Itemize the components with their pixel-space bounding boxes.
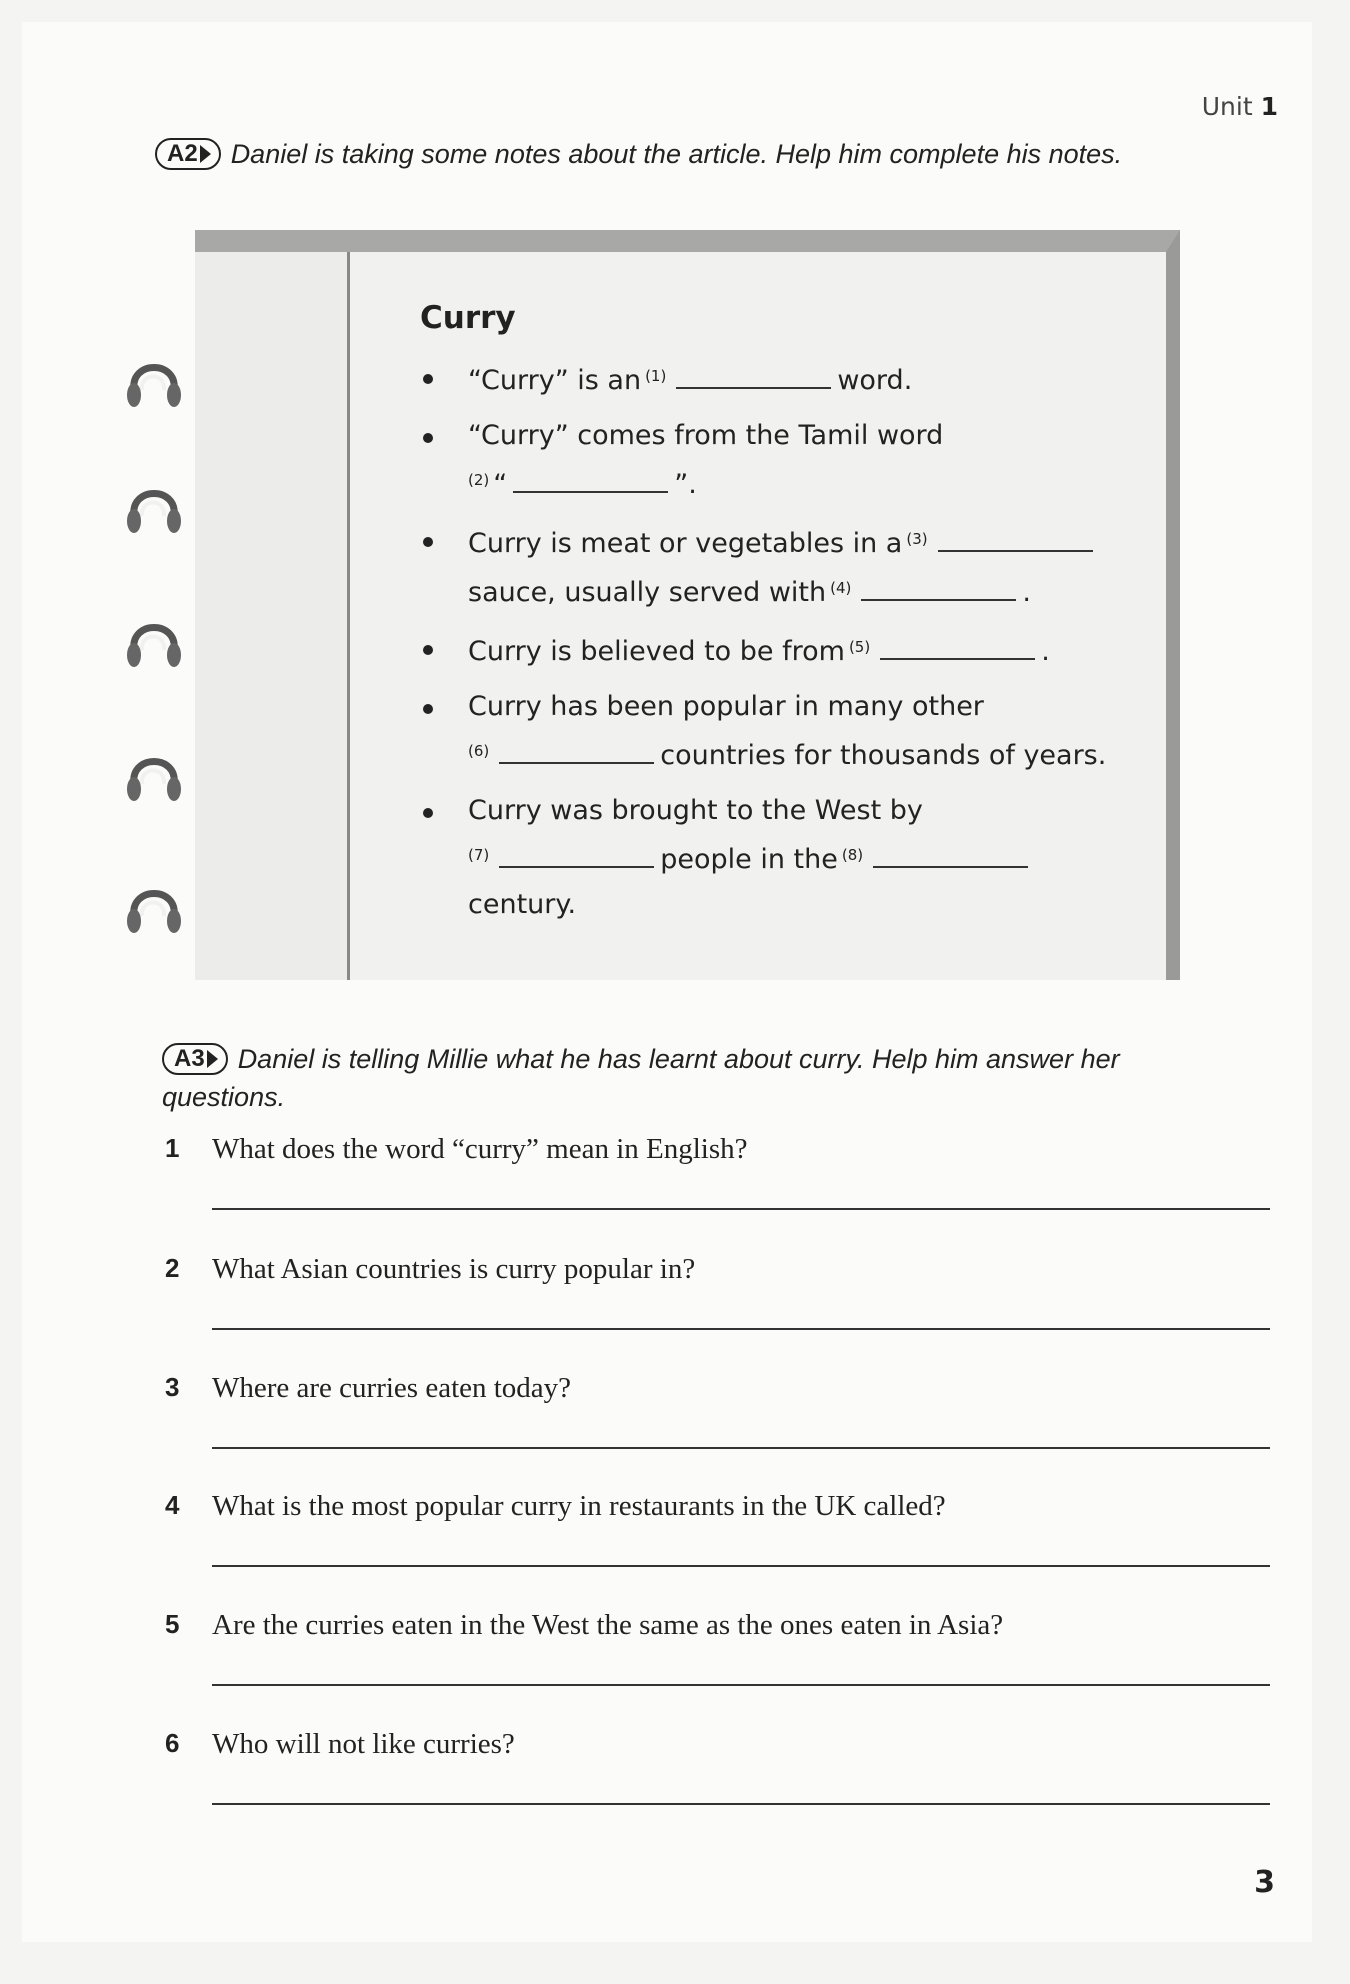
question-number: 1 <box>165 1133 180 1163</box>
question-text: What Asian countries is curry popular in? <box>212 1253 696 1285</box>
play-icon <box>207 1050 218 1068</box>
question-text: What is the most popular curry in restaurants in the UK called? <box>212 1490 946 1522</box>
notes-title: Curry <box>420 300 516 336</box>
task-badge-a3: A3 <box>162 1043 228 1075</box>
play-icon <box>200 145 211 163</box>
question-number: 4 <box>165 1490 180 1520</box>
note-item: “Curry” comes from the Tamil word $^{(2)}$ “ ”. <box>420 413 1180 507</box>
question-number: 3 <box>165 1372 180 1402</box>
curry-notes <box>420 300 1180 937</box>
answer-line[interactable] <box>212 1328 1270 1330</box>
answer-blank[interactable] <box>499 761 654 764</box>
answer-blank[interactable] <box>861 598 1016 601</box>
answer-line[interactable] <box>212 1208 1270 1210</box>
spiral-ring-icon <box>120 734 188 806</box>
spiral-ring-icon <box>120 466 188 538</box>
answer-blank[interactable] <box>499 865 654 868</box>
question-text: What does the word “curry” mean in English? <box>212 1133 748 1165</box>
task-a3-instruction: A3 Daniel is telling Millie what he has learnt about curry. Help him answer her questions. <box>162 1044 1120 1112</box>
page-number: 3 <box>1254 1865 1275 1900</box>
task-badge-a2: A2 <box>155 138 221 170</box>
spiral-ring-icon <box>120 866 188 938</box>
answer-line[interactable] <box>212 1803 1270 1805</box>
answer-blank[interactable] <box>873 865 1028 868</box>
question-text: Who will not like curries? <box>212 1728 515 1760</box>
answer-blank[interactable] <box>938 549 1093 552</box>
question-text: Where are curries eaten today? <box>212 1372 572 1404</box>
note-item: Curry is believed to be from $^{(5)}$ . <box>420 625 1180 674</box>
note-item: “Curry” is an $^{(1)}$ word. <box>420 354 1180 403</box>
note-item: Curry is meat or vegetables in a $^{(3)}$ sauce, usually served with $^{(4)}$ . <box>420 517 1180 615</box>
spiral-ring-icon <box>120 600 188 672</box>
answer-line[interactable] <box>212 1565 1270 1567</box>
note-item: Curry was brought to the West by $^{(7)}$ people in the $^{(8)}$ century. <box>420 788 1180 927</box>
note-item: Curry has been popular in many other $^{(6)}$ countries for thousands of years. <box>420 684 1180 778</box>
question-number: 5 <box>165 1609 180 1639</box>
answer-line[interactable] <box>212 1447 1270 1449</box>
question-number: 6 <box>165 1728 180 1758</box>
task-a2-instruction: A2 Daniel is taking some notes about the article. Help him complete his notes. <box>155 135 1205 173</box>
question-number: 2 <box>165 1253 180 1283</box>
spiral-ring-icon <box>120 340 188 412</box>
answer-blank[interactable] <box>513 490 668 493</box>
unit-label: Unit 1 <box>1201 92 1278 121</box>
answer-blank[interactable] <box>880 657 1035 660</box>
question-text: Are the curries eaten in the West the same as the ones eaten in Asia? <box>212 1609 1004 1641</box>
answer-line[interactable] <box>212 1684 1270 1686</box>
answer-blank[interactable] <box>676 386 831 389</box>
